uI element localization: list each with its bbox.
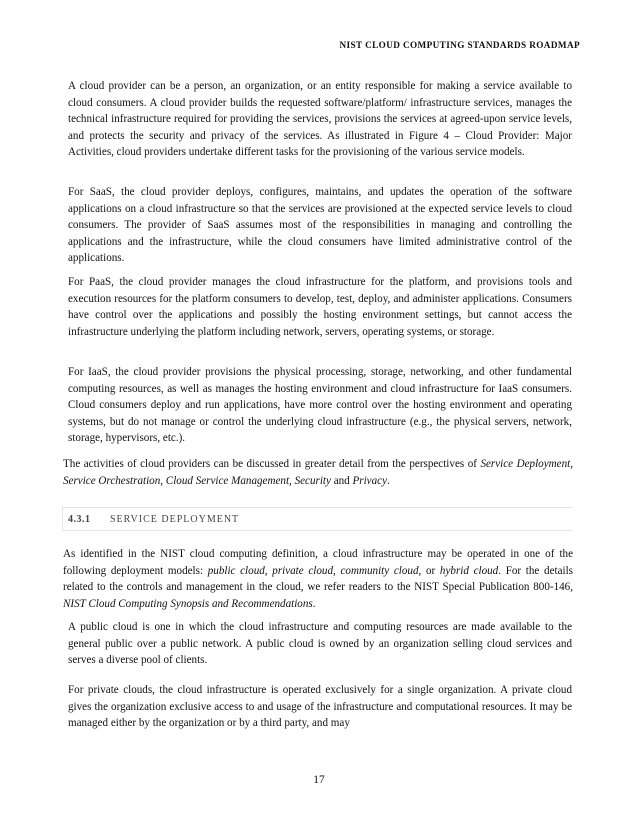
text-segment: ,	[333, 564, 341, 577]
section-title: SERVICE DEPLOYMENT	[110, 514, 240, 525]
text-segment: .	[387, 474, 390, 487]
emphasis-text: hybrid cloud	[439, 564, 499, 577]
page-number: 17	[313, 774, 325, 786]
text-segment: .	[312, 597, 316, 610]
section-heading	[62, 507, 573, 531]
emphasis-text: private cloud	[272, 564, 334, 577]
text-segment: and	[330, 474, 353, 487]
emphasis-text: NIST Cloud Computing Synopsis and Recommendations	[63, 597, 313, 610]
text-segment: As identified in the NIST cloud computing definition, a cloud infrastructure may be operated in one of the following deployment models:	[63, 548, 573, 577]
paragraph-saas: For SaaS, the cloud provider deploys, configures, maintains, and updates the operation of the software applications on a cloud infrastructure so that the services are provisioned at the expected service levels to cloud consumers. The provider of SaaS assumes most of the responsibilities in managing and controlling the applications and the infrastructure, while the cloud consumers have limited administrative control of the applications.	[68, 186, 572, 264]
text-segment: ,	[264, 564, 273, 577]
paragraph-provider-activities	[63, 456, 573, 489]
text-segment: . For the details related to the controls and management in the cloud, we refer readers to the NIST Special Publication 800-146,	[63, 564, 574, 593]
text-segment: , or	[418, 564, 440, 577]
emphasis-text: Privacy	[352, 474, 387, 487]
paragraph-iaas: For IaaS, the cloud provider provisions the physical processing, storage, networking, and other fundamental computing resources, as well as manages the hosting environment and cloud infrastructure for IaaS consumers. Cloud consumers deploy and run applications, have more control over the hosting environment and operating systems, but do not manage or control the underlying cloud infrastructure (e.g., the physical servers, network, storage, hypervisors, etc.).	[68, 366, 572, 444]
section-number: 4.3.1	[68, 514, 91, 525]
paragraph-public-cloud: A public cloud is one in which the cloud infrastructure and computing resources are made available to the general public over a public network. A public cloud is owned by an organization selling cloud services and serves a diverse pool of clients.	[68, 621, 572, 666]
paragraph-cloud-provider: A cloud provider can be a person, an organization, or an entity responsible for making a service available to cloud consumers. A cloud provider builds the requested software/platform/ infrastructure services, manages the technical infrastructure required for providing the services, provisions the services at agreed-upon service levels, and protects the security and privacy of the services. As illustrated in Figure 4 – Cloud Provider: Major Activities, cloud providers undertake different tasks for the provisioning of the various service models.	[68, 80, 572, 158]
emphasis-text: community cloud	[340, 564, 419, 577]
paragraph-private-cloud: For private clouds, the cloud infrastructure is operated exclusively for a single organization. A private cloud gives the organization exclusive access to and usage of the infrastructure and computational resources. It may be managed either by the organization or by a third party, and may	[68, 684, 572, 729]
paragraph-paas: For PaaS, the cloud provider manages the cloud infrastructure for the platform, and provisions tools and execution resources for the platform consumers to develop, test, deploy, and administer applications. Consumers have control over the applications and possibly the hosting environment settings, but cannot access the infrastructure underlying the platform including network, servers, operating systems, or storage.	[68, 276, 572, 338]
paragraph-deployment-models	[63, 546, 573, 612]
emphasis-text: public cloud	[207, 564, 265, 577]
text-segment: The activities of cloud providers can be discussed in greater detail from the perspectives of	[63, 458, 481, 470]
running-header: NIST CLOUD COMPUTING STANDARDS ROADMAP	[339, 40, 580, 50]
emphasis-text: Service Deployment, Service Orchestration, Cloud Service Management, Security	[63, 458, 573, 487]
